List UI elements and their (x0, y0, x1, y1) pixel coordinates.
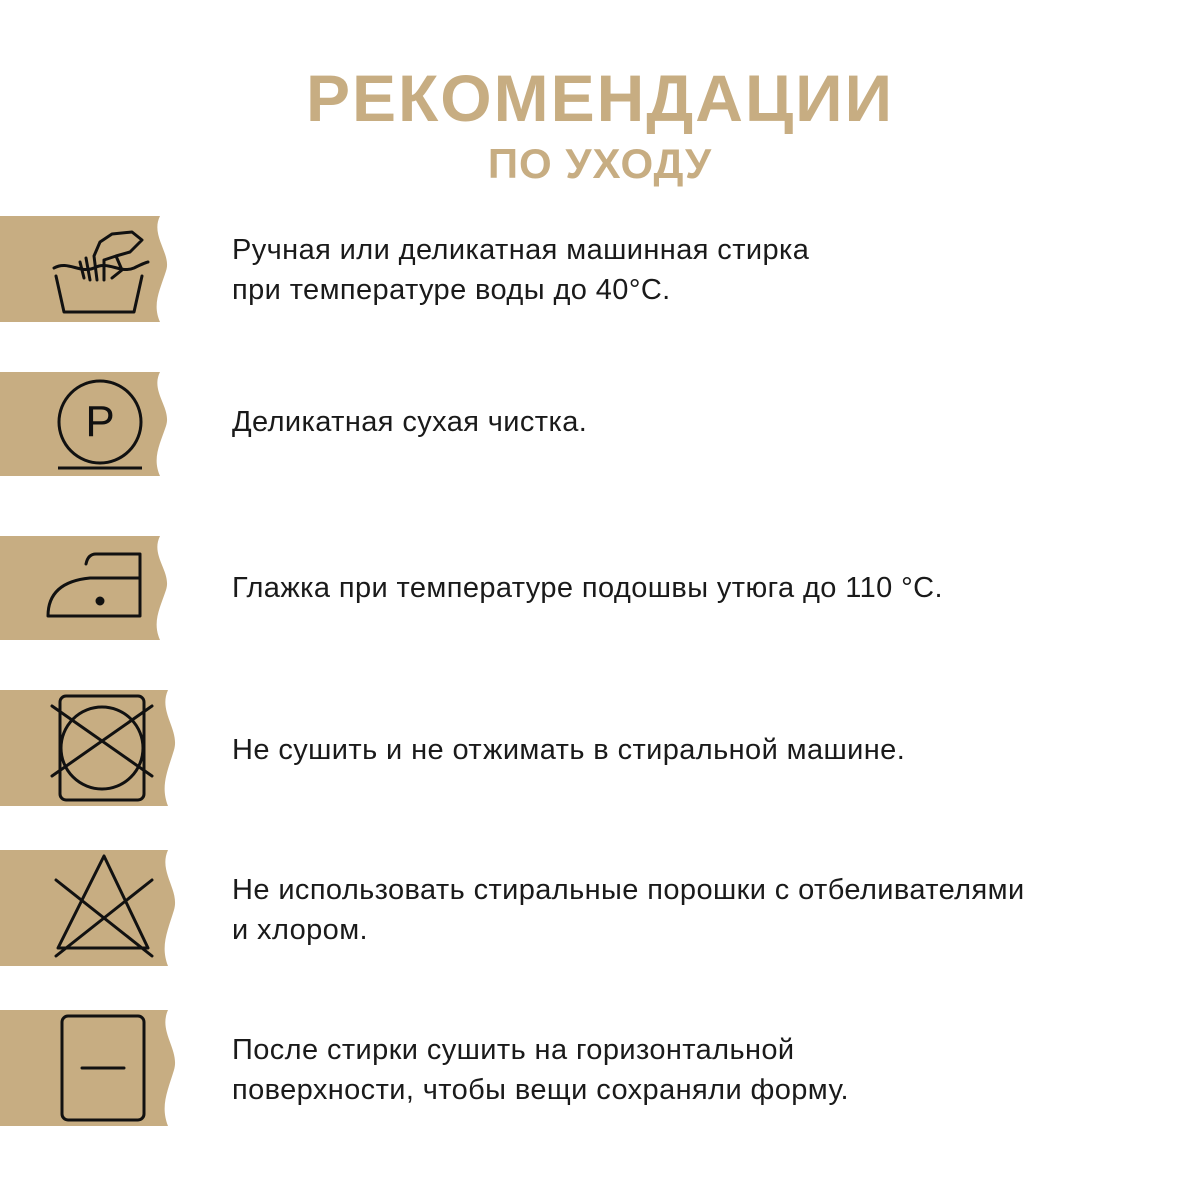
text-line: при температуре воды до 40°С. (232, 274, 671, 306)
care-text-dry-flat (232, 1030, 1172, 1110)
no-bleach-icon (0, 850, 180, 966)
page-title: РЕКОМЕНДАЦИИ (305, 61, 895, 135)
text-line: Не сушить и не отжимать в стиральной машине. (232, 734, 906, 766)
care-text-no-bleach (232, 870, 1172, 950)
text-line: Деликатная сухая чистка. (232, 406, 588, 438)
no-tumble-dry-icon (0, 690, 180, 806)
iron-low-icon (0, 536, 180, 640)
care-tab-dry-flat (0, 1010, 180, 1126)
care-text-no-tumble-dry (232, 730, 1172, 770)
care-text-hand-wash (232, 230, 1172, 310)
text-line: Не использовать стиральные порошки с отбеливателями (232, 874, 1025, 906)
text-line: Глажка при температуре подошвы утюга до 110 °С. (232, 572, 943, 604)
care-tab-dry-clean (0, 372, 180, 476)
dry-flat-icon (0, 1010, 180, 1126)
text-line: Ручная или деликатная машинная стирка (232, 234, 810, 266)
care-text-iron (232, 568, 1172, 608)
care-tab-hand-wash (0, 216, 180, 322)
text-line: поверхности, чтобы вещи сохраняли форму. (232, 1074, 849, 1106)
text-line: и хлором. (232, 914, 368, 946)
hand-wash-icon (0, 216, 180, 322)
care-text-dry-clean (232, 402, 1172, 442)
dry-clean-letter: P (85, 397, 115, 446)
care-tab-no-tumble-dry (0, 690, 180, 806)
page-subtitle: ПО УХОДУ (487, 140, 713, 187)
care-tab-iron (0, 536, 180, 640)
text-line: После стирки сушить на горизонтальной (232, 1034, 795, 1066)
care-tab-no-bleach (0, 850, 180, 966)
